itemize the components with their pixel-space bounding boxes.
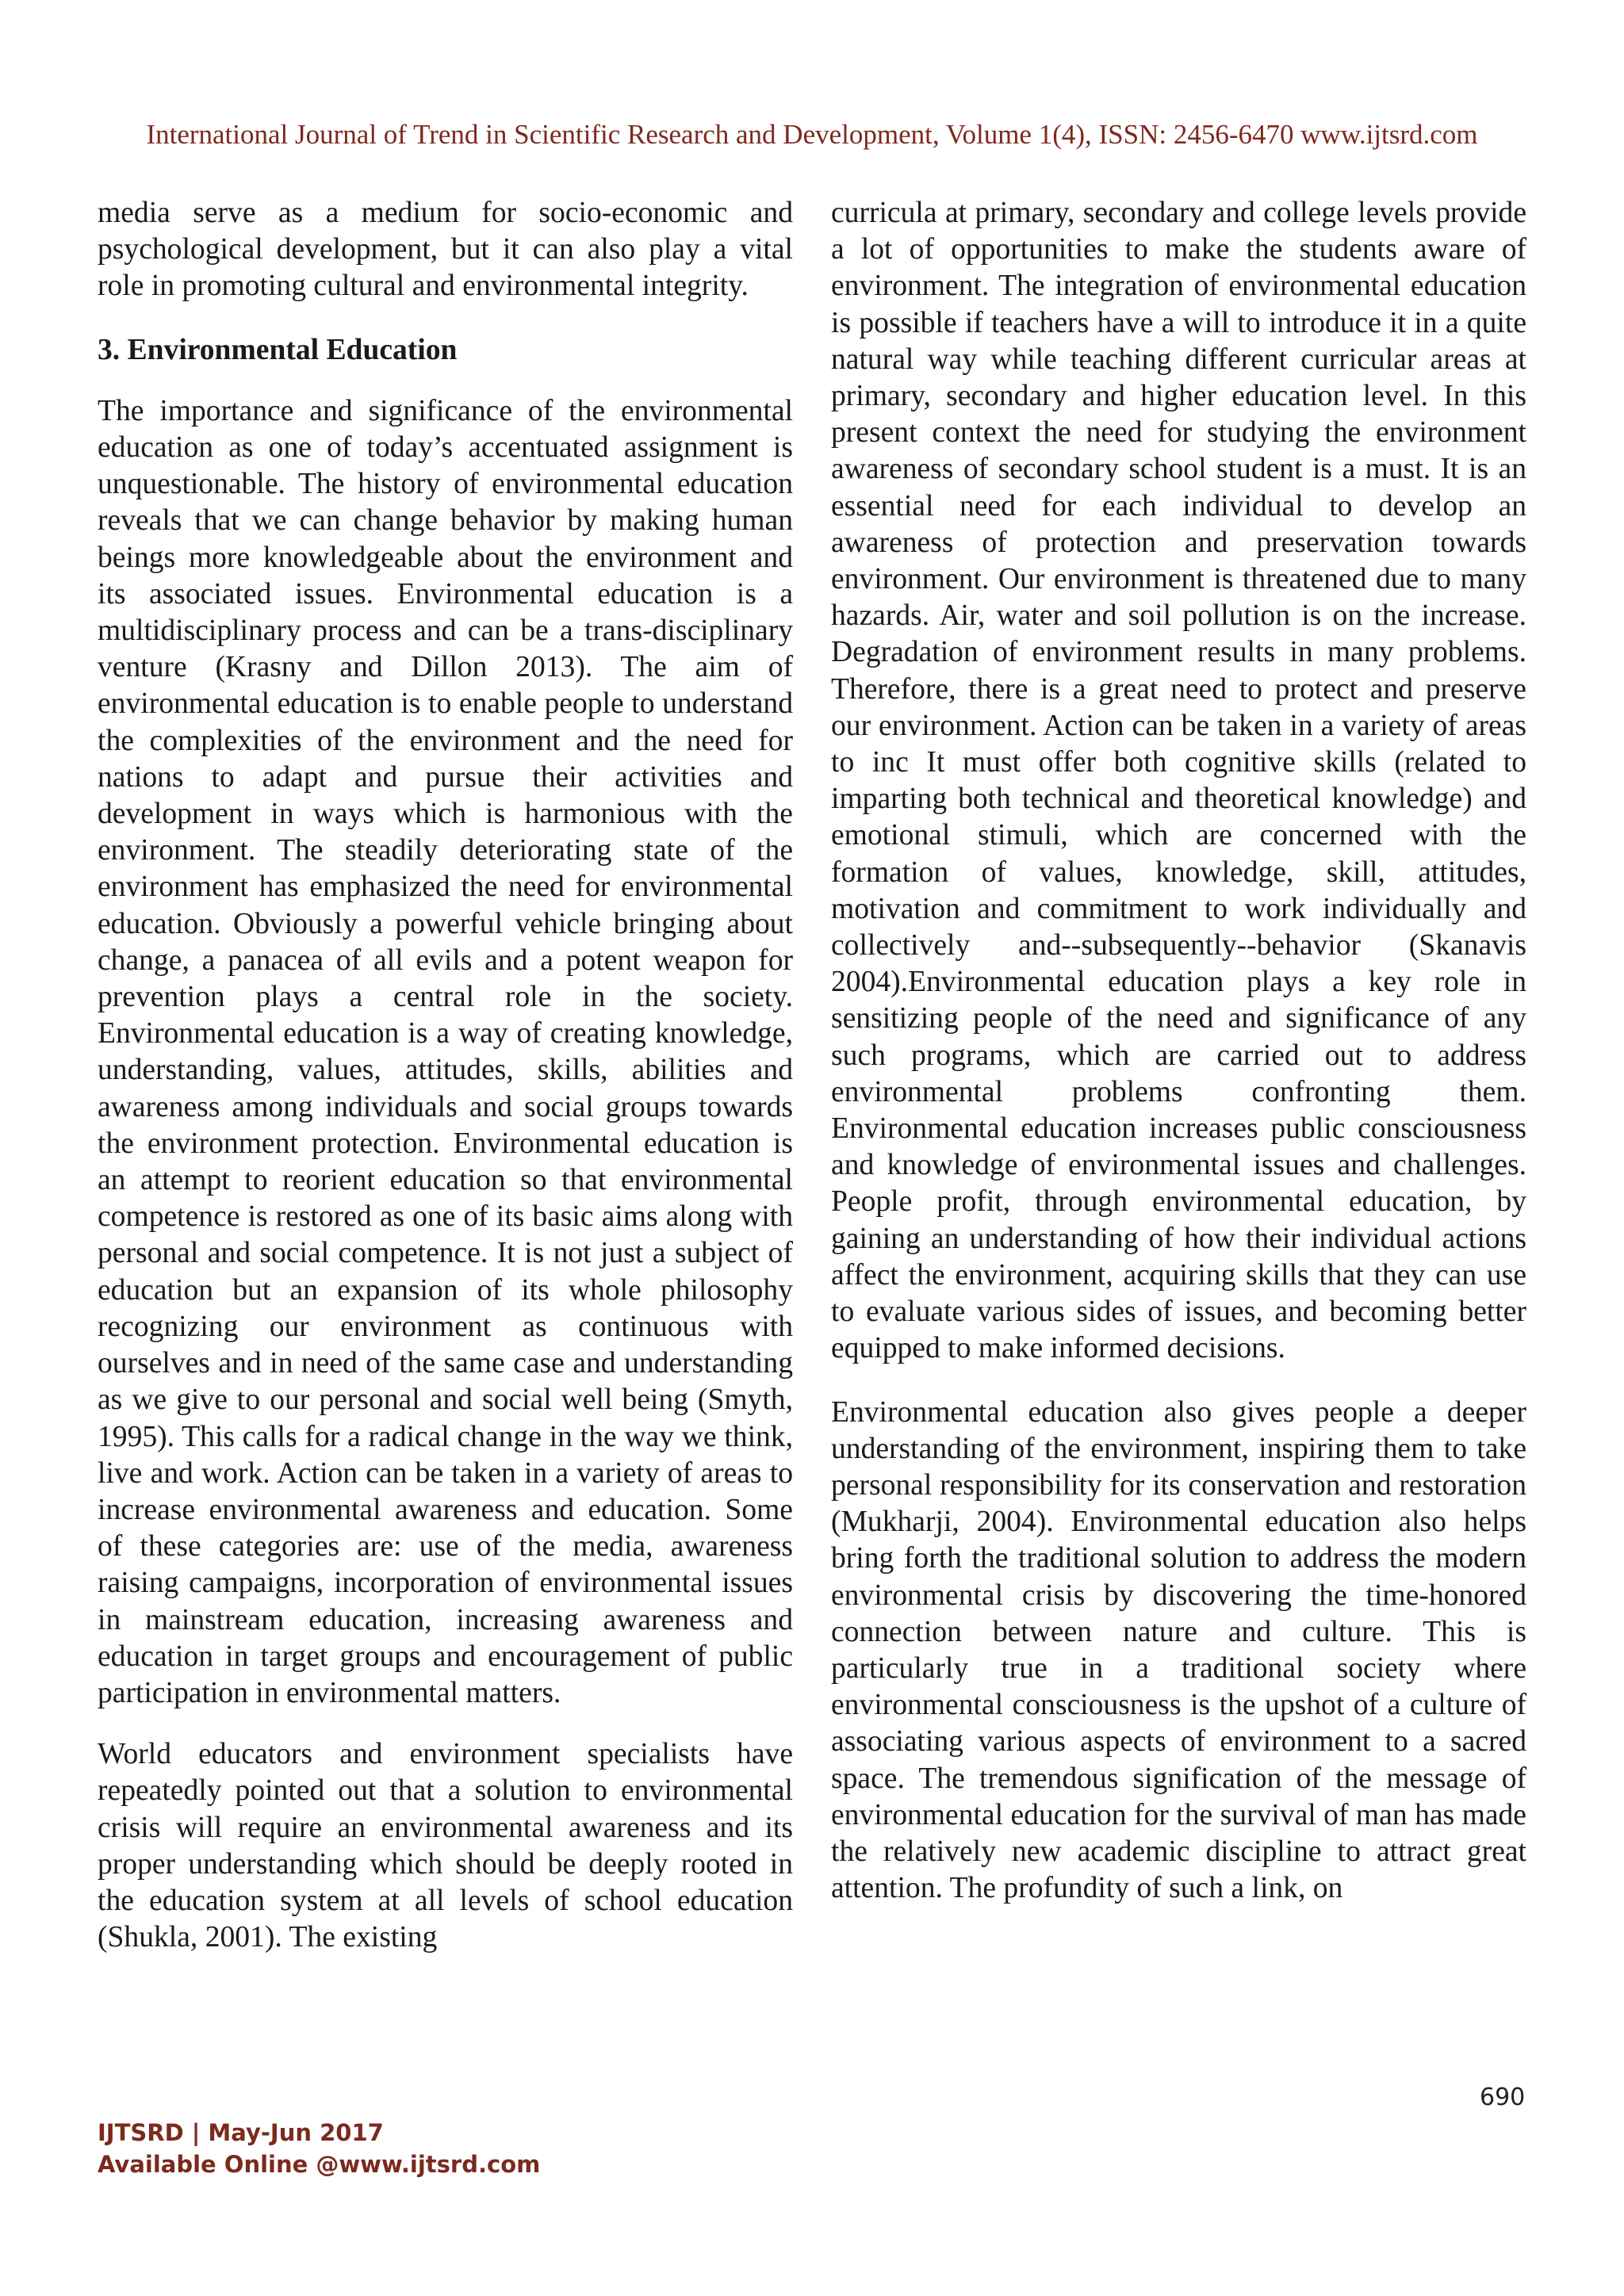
right-column bbox=[831, 195, 1526, 1931]
body-paragraph: The importance and significance of the environmental education as one of today’s accentuated assignment is unquestionable. The history of environmental education reveals that we can change behavior by making human beings more knowledgeable about the environment and its associated issues. Environmental education is a multidisciplinary process and can be a trans-disciplinary venture (Krasny and Dillon 2013). The aim of environmental education is to enable people to understand the complexities of the environment and the need for nations to adapt and pursue their activities and development in ways which is harmonious with the environment. The steadily deteriorating state of the environment has emphasized the need for environmental education. Obviously a powerful vehicle bringing about change, a panacea of all evils and a potent weapon for prevention plays a central role in the society. Environmental education is a way of creating knowledge, understanding, values, attitudes, skills, abilities and awareness among individuals and social groups towards the environment protection. Environmental education is an attempt to reorient education so that environmental competence is restored as one of its basic aims along with personal and social competence. It is not just a subject of education but an expansion of its whole philosophy recognizing our environment as continuous with ourselves and in need of the same case and understanding as we give to our personal and social well being (Smyth, 1995). This calls for a radical change in the way we think, live and work. Action can be taken in a variety of areas to increase environmental awareness and education. Some of these categories are: use of the media, awareness raising campaigns, incorporation of environmental issues in mainstream education, increasing awareness and education in target groups and encouragement of public participation in environmental matters. bbox=[98, 394, 793, 1709]
running-header: International Journal of Trend in Scientific Research and Development, Volume 1(4), ISSN: 2456-6470 www.ijtsrd.com bbox=[146, 119, 1478, 150]
section-heading: 3. Environmental Education bbox=[98, 333, 458, 366]
page-number: 690 bbox=[1480, 2084, 1526, 2111]
body-paragraph: Environmental education also gives people a deeper understanding of the environment, inspiring them to take personal responsibility for its conservation and restoration (Mukharji, 2004). Environmental education also helps bring forth the traditional solution to address the modern environmental crisis by discovering the time-honored connection between nature and culture. This is particularly true in a traditional society where environmental consciousness is the upshot of a culture of associating various aspects of environment to a sacred space. The tremendous signification of the message of environmental education for the survival of man has made the relatively new academic discipline to attract great attention. The profundity of such a link, on bbox=[831, 1395, 1526, 1905]
footer-issue: IJTSRD | May-Jun 2017 bbox=[98, 2119, 384, 2146]
continued-paragraph: media serve as a medium for socio-economic and psychological development, but it can also play a vital role in promoting cultural and environmental integrity. bbox=[98, 197, 793, 303]
footer bbox=[98, 2117, 540, 2180]
body-paragraph: World educators and environment specialists have repeatedly pointed out that a solution to environmental crisis will require an environmental awareness and its proper understanding which should be deeply rooted in the education system at all levels of school education (Shukla, 2001). The existing bbox=[98, 1738, 793, 1954]
left-column bbox=[98, 195, 793, 1980]
body-paragraph: curricula at primary, secondary and college levels provide a lot of opportunities to make the students aware of environment. The integration of environmental education is possible if teachers have a will to introduce it in a quite natural way while teaching different curricular areas at primary, secondary and higher education level. In this present context the need for studying the environment awareness of secondary school student is a must. It is an essential need for each individual to develop an awareness of protection and preservation towards environment. Our environment is threatened due to many hazards. Air, water and soil pollution is on the increase. Degradation of environment results in many problems. Therefore, there is a great need to protect and preserve our environment. Action can be taken in a variety of areas to inc It must offer both cognitive skills (related to imparting both technical and theoretical knowledge) and emotional stimuli, which are concerned with the formation of values, knowledge, skill, attitudes, motivation and commitment to work individually and collectively and--subsequently--behavior (Skanavis 2004).Environmental education plays a key role in sensitizing people of the need and significance of any such programs, which are carried out to address environmental problems confronting them. Environmental education increases public consciousness and knowledge of environmental issues and challenges. People profit, through environmental education, by gaining an understanding of how their individual actions affect the environment, acquiring skills that they can use to evaluate various sides of issues, and becoming better equipped to make informed decisions. bbox=[831, 197, 1526, 1365]
footer-website: Available Online @www.ijtsrd.com bbox=[98, 2151, 541, 2178]
